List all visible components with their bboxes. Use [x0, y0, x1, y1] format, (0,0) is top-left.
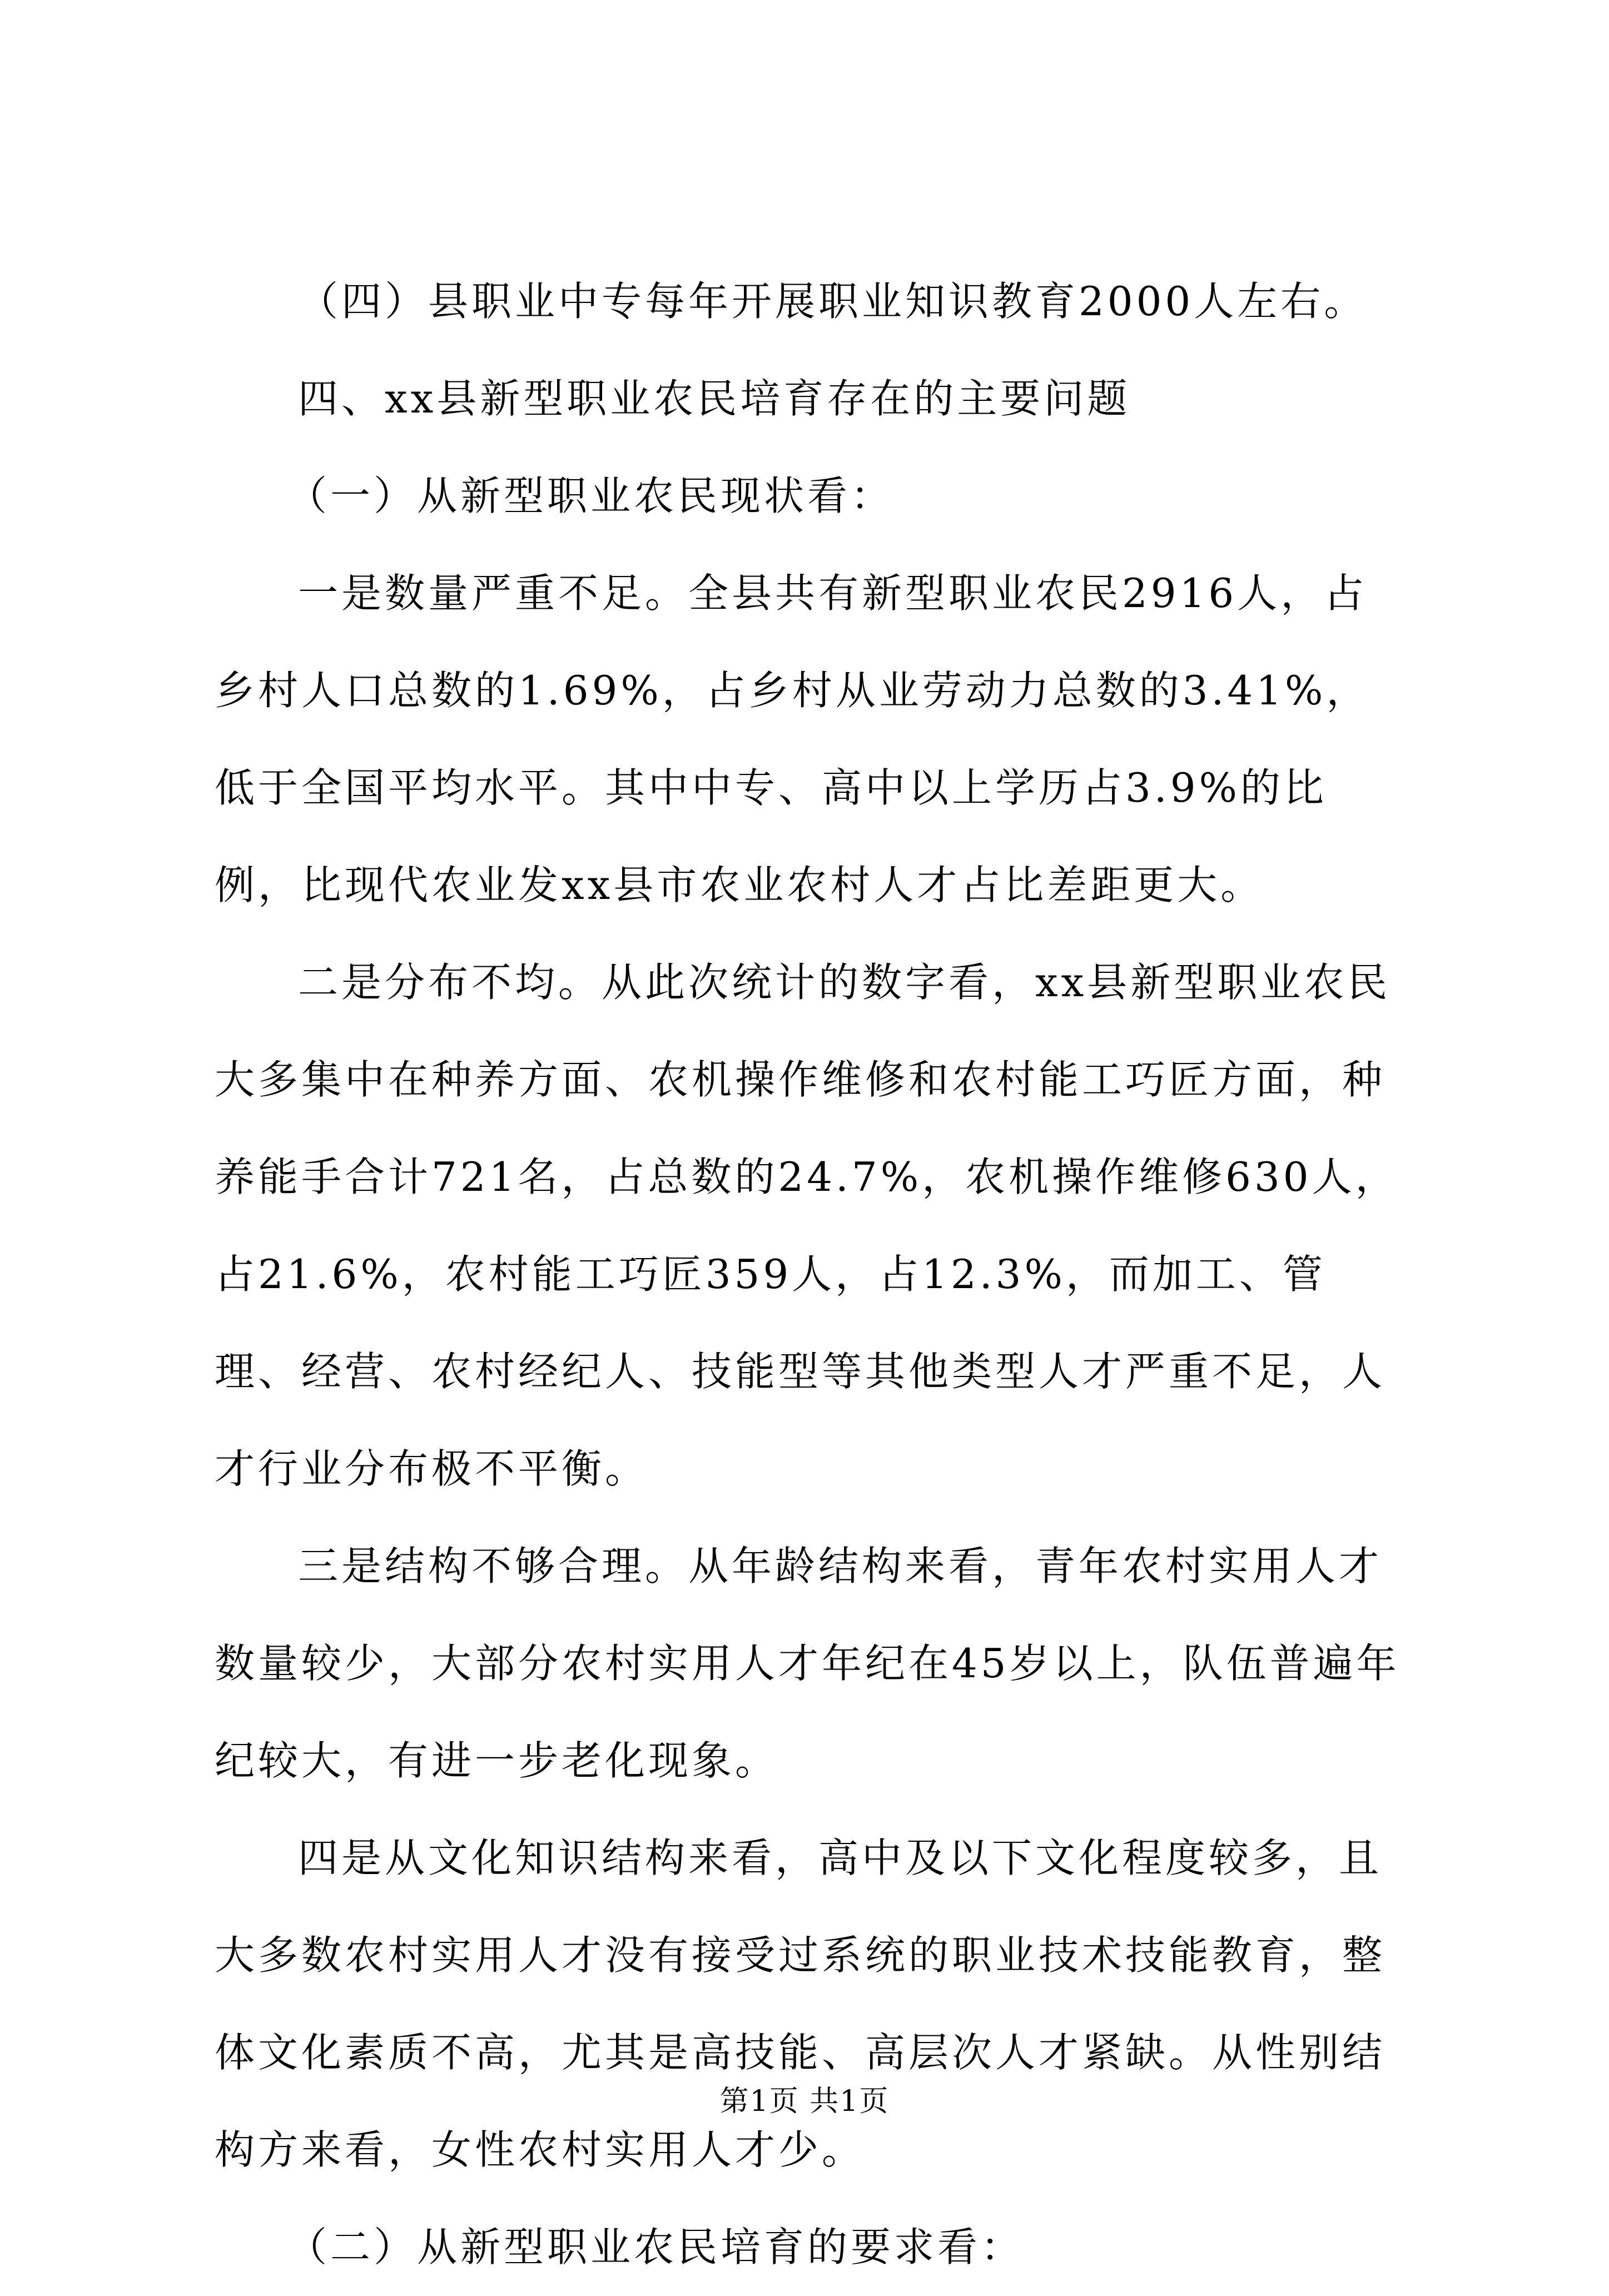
paragraph-age-structure: 三是结构不够合理。从年龄结构来看，青年农村实用人才数量较少，大部分农村实用人才年纪在45岁以上，队伍普遍年纪较大，有进一步老化现象。	[215, 1543, 1400, 1784]
page-number-label: 第1页 共1页	[719, 2085, 890, 2118]
document-body	[215, 253, 1410, 2296]
subheading-current-status: （一）从新型职业农民现状看：	[287, 473, 895, 519]
paragraph-uneven-distribution: 二是分布不均。从此次统计的数字看，xx县新型职业农民大多集中在种养方面、农机操作维修和农村能工巧匠方面，种养能手合计721名，占总数的24.7%，农机操作维修630人，占21.6%，农村能工巧匠359人，占12.3%，而加工、管理、经营、农村经纪人、技能型等其他类型人才严重不足，人才行业分布极不平衡。	[215, 959, 1399, 1492]
subheading-cultivation-requirements: （二）从新型职业农民培育的要求看：	[287, 2224, 1025, 2270]
section-heading-main-problems: 四、xx县新型职业农民培育存在的主要问题	[298, 375, 1131, 422]
page-footer	[0, 2082, 1609, 2121]
paragraph-quantity-shortage: 一是数量严重不足。全县共有新型职业农民2916人，占乡村人口总数的1.69%，占乡村从业劳动力总数的3.41%，低于全国平均水平。其中中专、高中以上学历占3.9%的比例，比现代农业发xx县市农业农村人才占比差距更大。	[215, 570, 1370, 908]
paragraph-education-structure: 四是从文化知识结构来看，高中及以下文化程度较多，且大多数农村实用人才没有接受过系统的职业技术技能教育，整体文化素质不高，尤其是高技能、高层次人才紧缺。从性别结构方来看，女性农村实用人才少。	[215, 1835, 1386, 2173]
paragraph-vocational-school: （四）县职业中专每年开展职业知识教育2000人左右。	[298, 278, 1368, 325]
